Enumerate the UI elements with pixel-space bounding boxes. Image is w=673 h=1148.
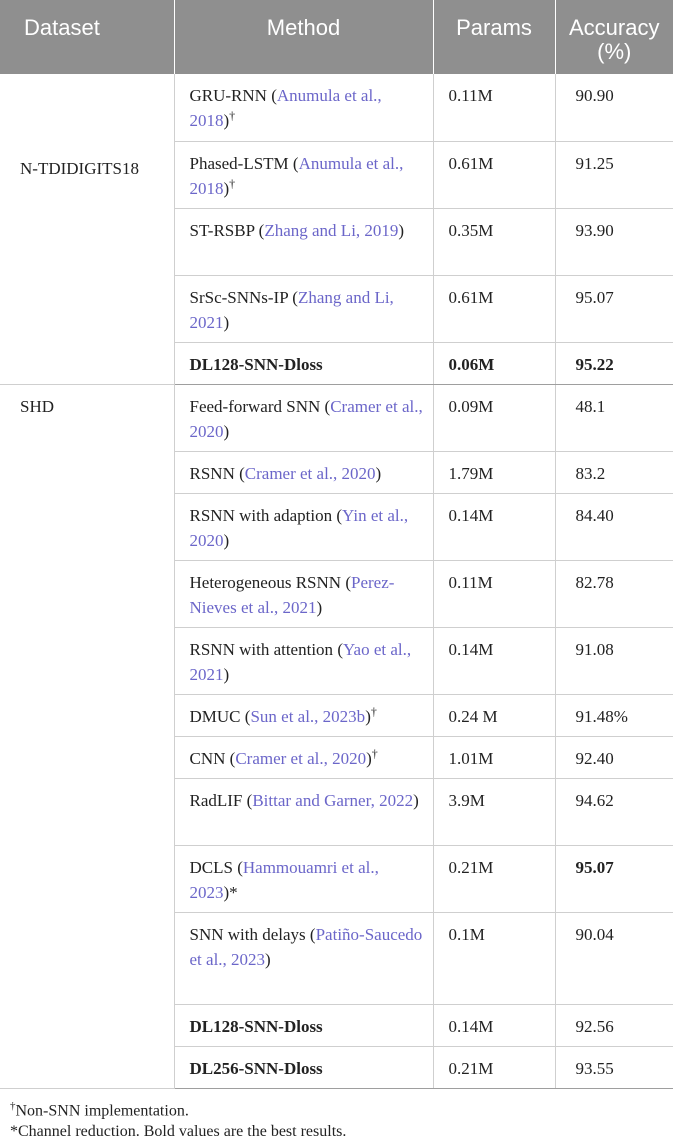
citation-link[interactable]: Bittar and Garner, 2022 <box>252 790 414 810</box>
accuracy-cell: 90.04 <box>555 912 673 1004</box>
params-cell: 0.21M <box>433 845 555 912</box>
accuracy-cell: 93.90 <box>555 208 673 275</box>
accuracy-cell: 91.48% <box>555 694 673 736</box>
accuracy-cell: 82.78 <box>555 560 673 627</box>
header-accuracy: Accuracy (%) <box>555 0 673 74</box>
accuracy-cell: 91.08 <box>555 627 673 694</box>
accuracy-cell: 90.90 <box>555 74 673 141</box>
params-cell: 0.14M <box>433 493 555 560</box>
method-cell: RSNN with adaption (Yin et al., 2020) <box>174 493 433 560</box>
citation-link[interactable]: Sun et al., 2023b <box>250 706 366 726</box>
params-cell: 0.35M <box>433 208 555 275</box>
footnote-mark: * <box>229 882 238 902</box>
params-cell: 0.09M <box>433 384 555 451</box>
method-cell: DMUC (Sun et al., 2023b)† <box>174 694 433 736</box>
method-cell: RSNN (Cramer et al., 2020) <box>174 451 433 493</box>
params-cell: 0.14M <box>433 627 555 694</box>
accuracy-cell: 95.07 <box>555 275 673 342</box>
method-name: DL128-SNN-Dloss <box>189 354 323 374</box>
accuracy-cell: 95.22 <box>555 342 673 384</box>
method-cell: SNN with delays (Patiño-Saucedo et al., 2023) <box>174 912 433 1004</box>
params-cell: 0.21M <box>433 1046 555 1088</box>
params-cell: 0.11M <box>433 74 555 141</box>
params-cell: 1.79M <box>433 451 555 493</box>
params-cell: 1.01M <box>433 736 555 778</box>
method-name: DL128-SNN-Dloss <box>189 1016 323 1036</box>
accuracy-cell: 93.55 <box>555 1046 673 1088</box>
accuracy-cell: 92.56 <box>555 1004 673 1046</box>
params-cell: 0.1M <box>433 912 555 1004</box>
method-name: SNN with delays <box>189 924 310 944</box>
citation-link[interactable]: Yao et al., 2021 <box>189 639 412 684</box>
method-name: Heterogeneous RSNN <box>189 572 346 592</box>
method-name: RadLIF <box>189 790 247 810</box>
method-name: DMUC <box>189 706 245 726</box>
method-cell: ST-RSBP (Zhang and Li, 2019) <box>174 208 433 275</box>
method-cell: Feed-forward SNN (Cramer et al., 2020) <box>174 384 433 451</box>
citation-link[interactable]: Patiño-Saucedo et al., 2023 <box>189 924 423 969</box>
accuracy-cell: 48.1 <box>555 384 673 451</box>
method-cell: Heterogeneous RSNN (Perez-Nieves et al., 2021) <box>174 560 433 627</box>
footnote-mark: † <box>229 108 236 123</box>
method-cell: Phased-LSTM (Anumula et al., 2018)† <box>174 141 433 208</box>
citation-link[interactable]: Perez-Nieves et al., 2021 <box>189 572 395 617</box>
params-cell: 0.61M <box>433 141 555 208</box>
citation-link[interactable]: Hammouamri et al., 2023 <box>189 857 379 902</box>
method-name: Phased-LSTM <box>189 153 293 173</box>
method-name: RSNN with attention <box>189 639 338 659</box>
header-dataset: Dataset <box>0 0 174 74</box>
header-row <box>0 0 673 74</box>
footnote-mark: † <box>370 703 377 718</box>
method-cell <box>174 1046 433 1088</box>
method-name: DL256-SNN-Dloss <box>189 1058 323 1078</box>
method-cell <box>174 1004 433 1046</box>
citation-link[interactable]: Zhang and Li, 2021 <box>189 287 394 332</box>
citation-link[interactable]: Anumula et al., 2018 <box>189 86 382 130</box>
table-body <box>0 74 673 1088</box>
method-cell: GRU-RNN (Anumula et al., 2018)† <box>174 74 433 141</box>
method-name: ST-RSBP <box>189 220 259 240</box>
accuracy-cell: 84.40 <box>555 493 673 560</box>
method-cell <box>174 342 433 384</box>
dataset-cell: SHD <box>0 384 174 1088</box>
method-name: GRU-RNN <box>189 86 272 105</box>
accuracy-cell: 94.62 <box>555 778 673 845</box>
method-name: SrSc-SNNs-IP <box>189 287 293 307</box>
method-name: RSNN with adaption <box>189 505 337 525</box>
accuracy-cell: 92.40 <box>555 736 673 778</box>
table-row <box>0 74 673 141</box>
method-cell: RSNN with attention (Yao et al., 2021) <box>174 627 433 694</box>
citation-link[interactable]: Cramer et al., 2020 <box>235 748 367 768</box>
params-cell: 0.06M <box>433 342 555 384</box>
footnote-mark: † <box>229 175 236 190</box>
footnote-star: *Channel reduction. Bold values are the best results. <box>10 1123 347 1140</box>
footnote-dagger: †Non-SNN implementation. <box>10 1100 189 1120</box>
citation-link[interactable]: Cramer et al., 2020 <box>244 463 376 483</box>
dataset-cell: N-TDIDIGITS18 <box>0 74 174 384</box>
method-name: CNN <box>189 748 230 768</box>
citation-link[interactable]: Zhang and Li, 2019 <box>264 220 399 240</box>
params-cell: 0.61M <box>433 275 555 342</box>
method-name: Feed-forward SNN <box>189 396 325 416</box>
params-cell: 3.9M <box>433 778 555 845</box>
table-row <box>0 384 673 451</box>
accuracy-cell: 91.25 <box>555 141 673 208</box>
header-params: Params <box>433 0 555 74</box>
accuracy-cell: 95.07 <box>555 845 673 912</box>
params-cell: 0.11M <box>433 560 555 627</box>
footnote-mark: † <box>371 745 378 760</box>
accuracy-cell: 83.2 <box>555 451 673 493</box>
method-name: DCLS <box>189 857 238 877</box>
citation-link[interactable]: Cramer et al., 2020 <box>189 396 423 441</box>
citation-link[interactable]: Yin et al., 2020 <box>189 505 409 550</box>
method-cell: RadLIF (Bittar and Garner, 2022) <box>174 778 433 845</box>
params-cell: 0.14M <box>433 1004 555 1046</box>
method-cell: SrSc-SNNs-IP (Zhang and Li, 2021) <box>174 275 433 342</box>
header-method: Method <box>174 0 433 74</box>
params-cell: 0.24 M <box>433 694 555 736</box>
method-cell: DCLS (Hammouamri et al., 2023)* <box>174 845 433 912</box>
method-name: RSNN <box>189 463 240 483</box>
method-cell: CNN (Cramer et al., 2020)† <box>174 736 433 778</box>
citation-link[interactable]: Anumula et al., 2018 <box>189 153 404 198</box>
